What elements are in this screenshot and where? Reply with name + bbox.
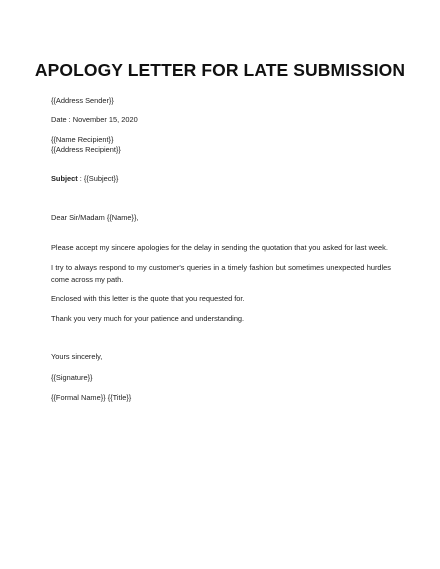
signature-placeholder: {{Signature}} bbox=[51, 373, 93, 382]
paragraph-explanation: I try to always respond to my customer's queries in a timely fashion but sometimes unexpected hurdles come across my path. bbox=[51, 263, 391, 284]
subject-line bbox=[51, 174, 118, 184]
paragraph-thanks: Thank you very much for your patience and understanding. bbox=[51, 314, 245, 323]
paragraph-apology: Please accept my sincere apologies for the delay in sending the quotation that you asked for last week. bbox=[51, 243, 388, 252]
closing: Yours sincerely, bbox=[51, 352, 103, 361]
salutation: Dear Sir/Madam {{Name}}, bbox=[51, 213, 139, 222]
name-recipient: {{Name Recipient}} bbox=[51, 135, 114, 144]
subject-label: Subject bbox=[51, 174, 78, 183]
address-sender: {{Address Sender}} bbox=[51, 96, 114, 105]
paragraph-enclosure: Enclosed with this letter is the quote that you requested for. bbox=[51, 294, 245, 303]
letter-date: Date : November 15, 2020 bbox=[51, 115, 138, 124]
address-recipient: {{Address Recipient}} bbox=[51, 145, 121, 154]
document-title: APOLOGY LETTER FOR LATE SUBMISSION bbox=[34, 60, 406, 80]
subject-value: : {{Subject}} bbox=[77, 174, 119, 183]
formal-name-title: {{Formal Name}} {{Title}} bbox=[51, 393, 132, 402]
